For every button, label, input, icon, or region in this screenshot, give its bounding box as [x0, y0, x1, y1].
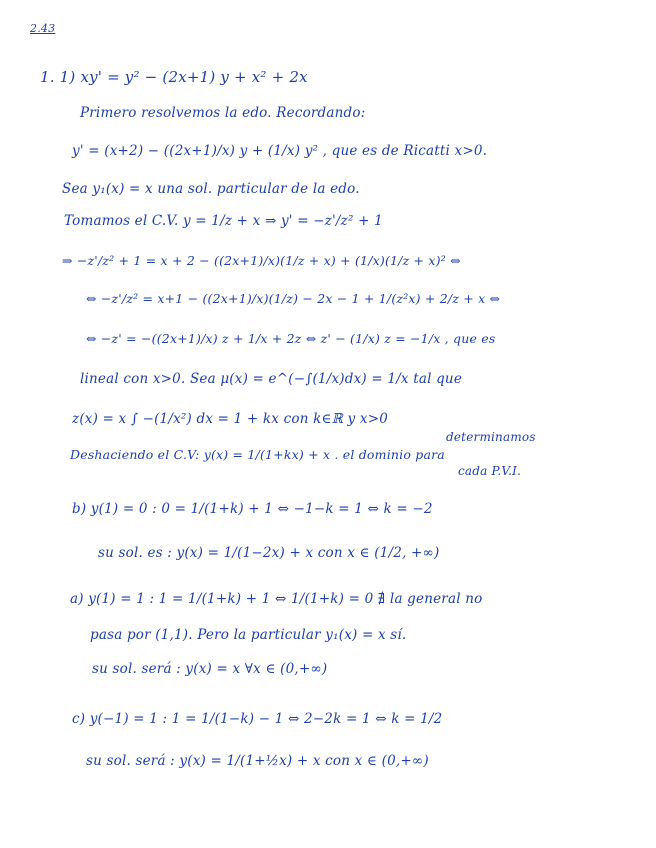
case-a-condition: a) y(1) = 1 : 1 = 1/(1+k) + 1 ⇔ 1/(1+k) = 0 ∄ la general no	[70, 591, 483, 607]
case-a-note: pasa por (1,1). Pero la particular y₁(x) = x sí.	[90, 627, 407, 643]
case-c-condition: c) y(−1) = 1 : 1 = 1/(1−k) − 1 ⇔ 2−2k = 1 ⇔ k = 1/2	[72, 711, 443, 727]
note-pvi: cada P.V.I.	[458, 464, 522, 478]
page-header: 2.43	[30, 22, 56, 35]
case-b-condition: b) y(1) = 0 : 0 = 1/(1+k) + 1 ⇔ −1−k = 1 ⇔ k = −2	[72, 501, 433, 517]
riccati-equation: y' = (x+2) − ((2x+1)/x) y + (1/x) y² , que es de Ricatti x>0.	[72, 143, 488, 159]
integrating-factor: lineal con x>0. Sea μ(x) = e^(−∫(1/x)dx) = 1/x tal que	[80, 371, 463, 387]
case-c-solution: su sol. será : y(x) = 1/(1+½x) + x con x ∈ (0,+∞)	[86, 753, 429, 769]
general-solution: Deshaciendo el C.V: y(x) = 1/(1+kx) + x . el dominio para	[70, 447, 445, 462]
change-of-variable: Tomamos el C.V. y = 1/z + x ⇒ y' = −z'/z² + 1	[64, 213, 383, 229]
note-determinamos: determinamos	[446, 430, 536, 444]
case-b-solution: su sol. es : y(x) = 1/(1−2x) + x con x ∈ (1/2, +∞)	[98, 545, 440, 561]
general-z: z(x) = x ∫ −(1/x²) dx = 1 + kx con k∈ℝ y x>0	[72, 411, 388, 427]
problem-statement: 1. 1) xy' = y² − (2x+1) y + x² + 2x	[40, 68, 308, 86]
substitution-step-1: ⇒ −z'/z² + 1 = x + 2 − ((2x+1)/x)(1/z + x) + (1/x)(1/z + x)² ⇔	[62, 253, 461, 268]
note-line-2: Primero resolvemos la edo. Recordando:	[80, 105, 366, 121]
linear-equation: ⇔ −z' = −((2x+1)/x) z + 1/x + 2z ⇔ z' − (1/x) z = −1/x , que es	[86, 331, 496, 346]
particular-solution: Sea y₁(x) = x una sol. particular de la edo.	[62, 181, 360, 197]
case-a-solution: su sol. será : y(x) = x ∀x ∈ (0,+∞)	[92, 661, 328, 677]
substitution-step-2: ⇔ −z'/z² = x+1 − ((2x+1)/x)(1/z) − 2x − 1 + 1/(z²x) + 2/z + x ⇔	[86, 291, 501, 306]
